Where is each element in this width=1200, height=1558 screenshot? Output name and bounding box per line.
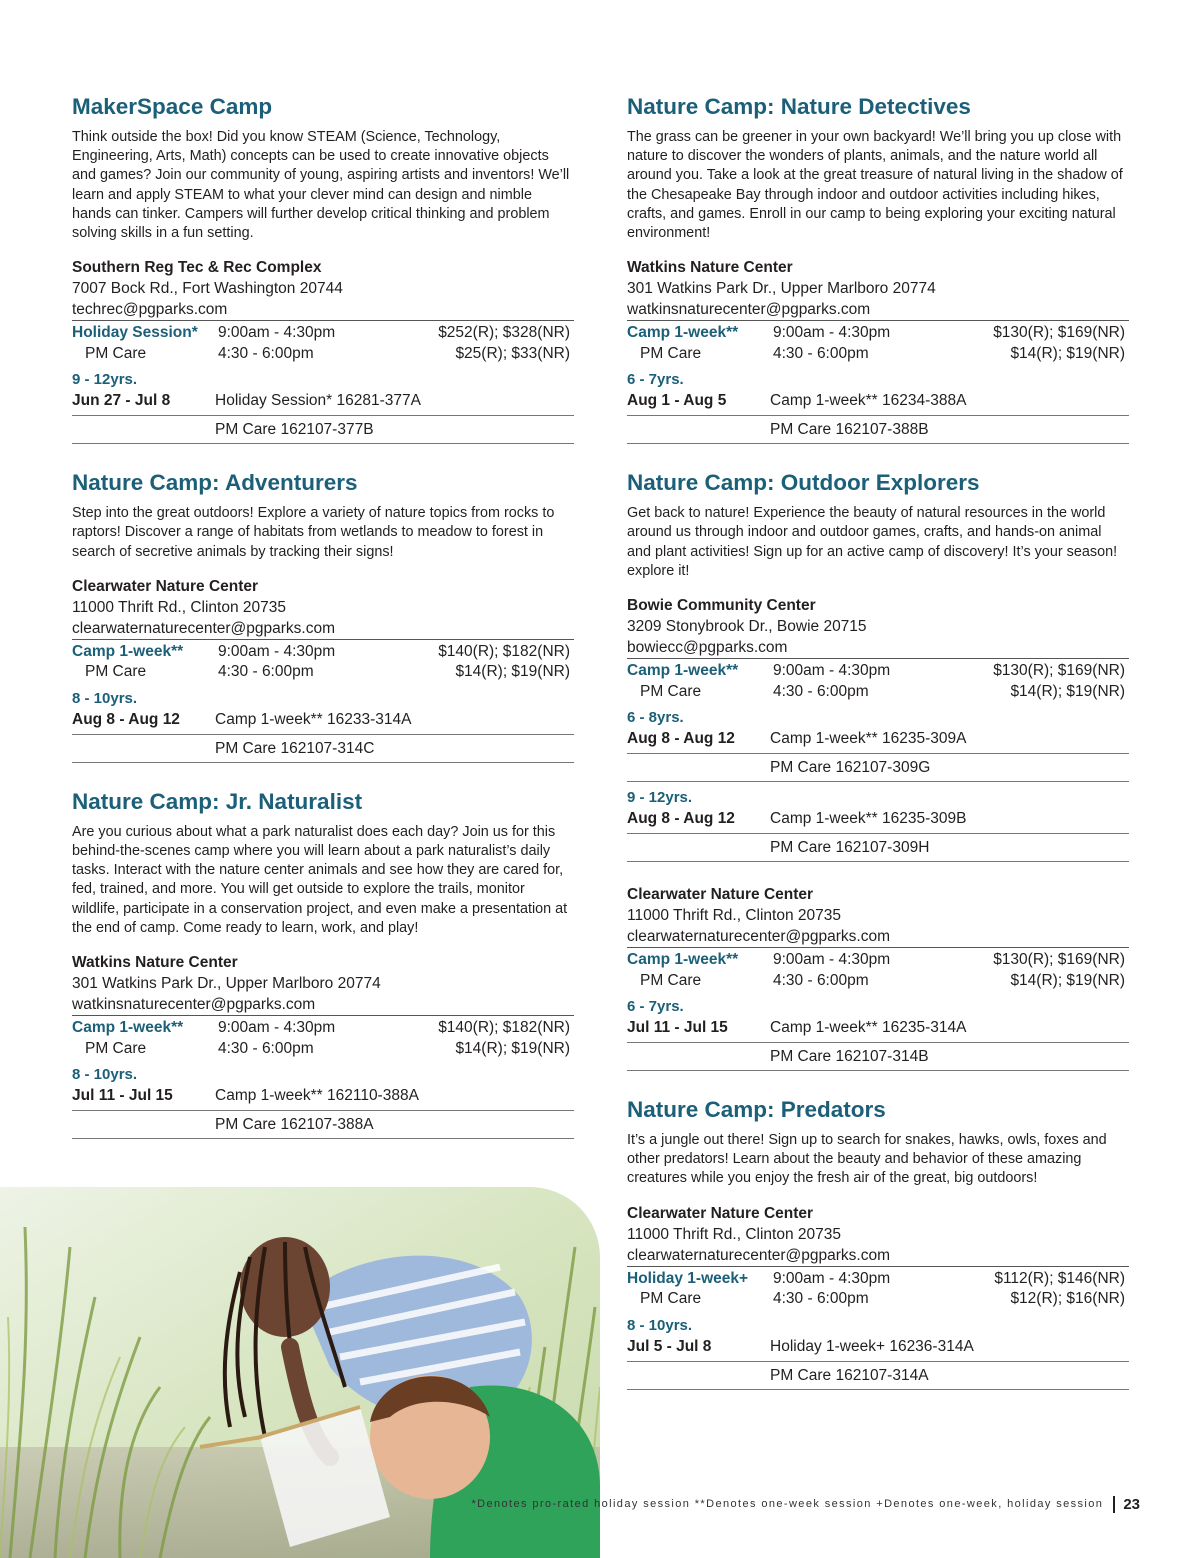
pm-care-time: 4:30 - 6:00pm xyxy=(773,682,869,700)
pm-care-time: 4:30 - 6:00pm xyxy=(773,344,869,362)
camp-title: Nature Camp: Adventurers xyxy=(72,470,358,496)
care-code: PM Care 162107-309G xyxy=(770,759,931,777)
care-spacer xyxy=(627,837,770,859)
age-range: 8 - 10yrs. xyxy=(72,1066,138,1084)
location-address: 11000 Thrift Rd., Clinton 20735 xyxy=(627,1225,841,1243)
session-code: Camp 1-week** 16235-314A xyxy=(770,1019,967,1037)
session-code: Camp 1-week** 16233-314A xyxy=(215,710,412,728)
page-footer xyxy=(440,1494,1140,1514)
location-name: Watkins Nature Center xyxy=(72,954,238,972)
session-type: Camp 1-week** xyxy=(627,324,739,342)
location-address: 301 Watkins Park Dr., Upper Marlboro 20774 xyxy=(627,280,936,298)
care-spacer xyxy=(72,738,215,760)
camp-description: It’s a jungle out there! Sign up to search for snakes, hawks, owls, foxes and other predators! Learn about the beauty and behavior of these amazing creatures while you enjoy the fresh air of the great, big outdoors! xyxy=(627,1132,1107,1187)
location-block xyxy=(72,257,574,444)
age-range: 6 - 7yrs. xyxy=(627,998,684,1016)
care-spacer xyxy=(627,1046,770,1068)
schedule-table xyxy=(627,320,1129,444)
session-code: Camp 1-week** 16235-309A xyxy=(770,730,967,748)
location-address: 7007 Bock Rd., Fort Washington 20744 xyxy=(72,280,343,298)
session-type: Holiday Session* xyxy=(72,324,198,342)
pm-care-time: 4:30 - 6:00pm xyxy=(773,1290,869,1308)
location-name: Clearwater Nature Center xyxy=(627,886,814,904)
age-range: 9 - 12yrs. xyxy=(627,789,693,807)
care-code-row xyxy=(627,754,1129,782)
session-row xyxy=(72,323,574,344)
pm-care-time: 4:30 - 6:00pm xyxy=(218,1039,314,1057)
pm-care-fee: $14(R); $19(NR) xyxy=(1010,344,1125,362)
location-address: 11000 Thrift Rd., Clinton 20735 xyxy=(627,907,841,925)
care-code-row xyxy=(72,1111,574,1139)
camp-section xyxy=(72,92,574,444)
care-spacer xyxy=(627,757,770,779)
location-email: bowiecc@pgparks.com xyxy=(627,639,788,657)
camp-description: Get back to nature! Experience the beauty of natural resources in the world around us through indoor and outdoor games, crafts, and hands-on animal and plant activities! Sign up for an active camp of discovery! It’s your season! explore it! xyxy=(627,505,1118,579)
care-code: PM Care 162107-388A xyxy=(215,1116,374,1134)
location-block xyxy=(72,952,574,1139)
session-fee: $130(R); $169(NR) xyxy=(993,324,1125,342)
session-time: 9:00am - 4:30pm xyxy=(773,951,891,969)
pm-care-row xyxy=(627,344,1129,365)
location-name: Watkins Nature Center xyxy=(627,259,793,277)
location-block xyxy=(627,884,1129,1071)
age-group xyxy=(627,369,1129,444)
session-row xyxy=(627,1269,1129,1290)
location-address: 11000 Thrift Rd., Clinton 20735 xyxy=(72,598,286,616)
location-name: Bowie Community Center xyxy=(627,597,816,615)
schedule-table xyxy=(72,320,574,444)
session-row xyxy=(627,323,1129,344)
pm-care-fee: $25(R); $33(NR) xyxy=(455,344,570,362)
pm-care-fee: $12(R); $16(NR) xyxy=(1010,1290,1125,1308)
session-time: 9:00am - 4:30pm xyxy=(218,642,336,660)
left-column xyxy=(72,92,574,1163)
pm-care-row xyxy=(627,1289,1129,1310)
location-email: clearwaternaturecenter@pgparks.com xyxy=(72,619,335,637)
location-email: watkinsnaturecenter@pgparks.com xyxy=(72,996,316,1014)
camp-section xyxy=(72,787,574,1139)
age-range: 9 - 12yrs. xyxy=(72,371,138,389)
pm-care-row xyxy=(72,344,574,365)
session-row xyxy=(72,642,574,663)
camp-title: Nature Camp: Nature Detectives xyxy=(627,94,971,119)
pm-care-time: 4:30 - 6:00pm xyxy=(218,344,314,362)
care-spacer xyxy=(627,419,770,441)
camp-title: MakerSpace Camp xyxy=(72,94,273,119)
footnote: *Denotes pro-rated holiday session **Denotes one-week session +Denotes one-week, holiday session xyxy=(471,1498,1104,1510)
camp-description: Step into the great outdoors! Explore a variety of nature topics from rocks to raptors! Discover a range of habitats from wetlands to meadow to forest in search of secretive animals by tracking their signs! xyxy=(72,505,555,560)
session-date-row xyxy=(627,390,1129,416)
location-address: 3209 Stonybrook Dr., Bowie 20715 xyxy=(627,618,867,636)
session-date-row xyxy=(627,728,1129,754)
location-name: Southern Reg Tec & Rec Complex xyxy=(72,259,322,277)
pm-care-row xyxy=(72,1039,574,1060)
age-group xyxy=(627,1315,1129,1390)
care-code: PM Care 162107-309H xyxy=(770,839,930,857)
pm-care-row xyxy=(627,971,1129,992)
care-spacer xyxy=(627,1365,770,1387)
camp-section xyxy=(627,92,1129,444)
session-type: Camp 1-week** xyxy=(72,642,184,660)
session-type: Camp 1-week** xyxy=(627,662,739,680)
session-dates: Jul 11 - Jul 15 xyxy=(627,1019,728,1037)
session-fee: $112(R); $146(NR) xyxy=(994,1269,1125,1287)
age-group xyxy=(627,996,1129,1071)
age-group xyxy=(72,688,574,763)
care-spacer xyxy=(72,1114,215,1136)
camp-title: Nature Camp: Outdoor Explorers xyxy=(627,470,980,496)
pm-care-row xyxy=(627,682,1129,703)
session-time: 9:00am - 4:30pm xyxy=(773,1269,891,1287)
schedule-table xyxy=(72,639,574,763)
pm-care-row xyxy=(72,662,574,683)
session-type: Holiday 1-week+ xyxy=(627,1269,749,1287)
pm-care-fee: $14(R); $19(NR) xyxy=(455,1039,570,1057)
session-date-row xyxy=(72,1085,574,1111)
camp-section xyxy=(72,468,574,763)
age-group xyxy=(72,1064,574,1139)
session-date-row xyxy=(627,1017,1129,1043)
session-fee: $130(R); $169(NR) xyxy=(993,951,1125,969)
session-dates: Aug 8 - Aug 12 xyxy=(627,810,735,828)
session-code: Camp 1-week** 16234-388A xyxy=(770,392,967,410)
session-dates: Aug 8 - Aug 12 xyxy=(72,710,180,728)
location-name: Clearwater Nature Center xyxy=(72,577,259,595)
page-number: 23 xyxy=(1123,1495,1140,1513)
session-dates: Jul 11 - Jul 15 xyxy=(72,1087,173,1105)
age-group xyxy=(72,369,574,444)
session-fee: $252(R); $328(NR) xyxy=(438,324,570,342)
session-dates: Jul 5 - Jul 8 xyxy=(627,1337,712,1355)
session-code: Camp 1-week** 16235-309B xyxy=(770,810,967,828)
care-code: PM Care 162107-388B xyxy=(770,421,929,439)
location-email: watkinsnaturecenter@pgparks.com xyxy=(627,301,871,319)
pm-care-fee: $14(R); $19(NR) xyxy=(1010,682,1125,700)
location-block xyxy=(627,595,1129,862)
age-range: 6 - 8yrs. xyxy=(627,709,684,727)
session-dates: Aug 8 - Aug 12 xyxy=(627,730,735,748)
pm-care-label: PM Care xyxy=(640,344,702,362)
care-spacer xyxy=(72,419,215,441)
schedule-table xyxy=(72,1015,574,1139)
pm-care-label: PM Care xyxy=(640,971,702,989)
session-date-row xyxy=(627,808,1129,834)
session-time: 9:00am - 4:30pm xyxy=(773,324,891,342)
pm-care-label: PM Care xyxy=(640,682,702,700)
pm-care-label: PM Care xyxy=(85,1039,147,1057)
location-email: clearwaternaturecenter@pgparks.com xyxy=(627,928,890,946)
session-code: Holiday Session* 16281-377A xyxy=(215,392,421,410)
camp-title: Nature Camp: Predators xyxy=(627,1097,886,1123)
location-email: clearwaternaturecenter@pgparks.com xyxy=(627,1246,890,1264)
care-code-row xyxy=(627,834,1129,862)
schedule-table xyxy=(627,1266,1129,1390)
pm-care-label: PM Care xyxy=(85,344,147,362)
session-dates: Aug 1 - Aug 5 xyxy=(627,392,727,410)
care-code: PM Care 162107-314A xyxy=(770,1366,929,1384)
care-code: PM Care 162107-314B xyxy=(770,1048,929,1066)
session-dates: Jun 27 - Jul 8 xyxy=(72,392,171,410)
camp-section xyxy=(627,468,1129,1071)
pm-care-fee: $14(R); $19(NR) xyxy=(455,663,570,681)
right-column xyxy=(627,92,1129,1414)
location-name: Clearwater Nature Center xyxy=(627,1204,814,1222)
age-group xyxy=(627,787,1129,862)
session-fee: $140(R); $182(NR) xyxy=(438,1019,570,1037)
care-code-row xyxy=(627,416,1129,444)
location-block xyxy=(627,1203,1129,1390)
session-code: Camp 1-week** 162110-388A xyxy=(215,1087,419,1105)
session-date-row xyxy=(627,1336,1129,1362)
location-address: 301 Watkins Park Dr., Upper Marlboro 20774 xyxy=(72,975,381,993)
footer-divider xyxy=(1113,1496,1115,1513)
camp-description: Think outside the box! Did you know STEAM (Science, Technology, Engineering, Arts, Math) concepts can be used to create innovative objects and games? Join our community of young, aspiring artists and inventors! We’ll learn and apply STEAM to what your clever mind can design and nimble hands can tinker. Campers will further develop critical thinking and problem solving skills in a fun setting. xyxy=(72,129,570,242)
session-row xyxy=(627,950,1129,971)
age-range: 8 - 10yrs. xyxy=(627,1316,693,1334)
age-group xyxy=(627,707,1129,782)
session-date-row xyxy=(72,709,574,735)
session-row xyxy=(72,1018,574,1039)
pm-care-label: PM Care xyxy=(85,663,147,681)
location-email: techrec@pgparks.com xyxy=(72,301,228,319)
care-code-row xyxy=(72,416,574,444)
session-code: Holiday 1-week+ 16236-314A xyxy=(770,1337,974,1355)
session-date-row xyxy=(72,390,574,416)
session-time: 9:00am - 4:30pm xyxy=(218,1019,336,1037)
care-code-row xyxy=(627,1043,1129,1071)
session-row xyxy=(627,661,1129,682)
camp-title: Nature Camp: Jr. Naturalist xyxy=(72,788,363,814)
session-fee: $130(R); $169(NR) xyxy=(993,662,1125,680)
camp-description: The grass can be greener in your own backyard! We’ll bring you up close with nature to discover the wonders of plants, animals, and the nature world all around you. Take a look at the great treasure of natural living in the shadow of the Chesapeake Bay through indoor and outdoor activities including hikes, crafts, and games. Enroll in our camp to being exploring your exciting natural environment! xyxy=(627,129,1123,242)
session-time: 9:00am - 4:30pm xyxy=(218,324,336,342)
pm-care-fee: $14(R); $19(NR) xyxy=(1010,971,1125,989)
pm-care-time: 4:30 - 6:00pm xyxy=(773,971,869,989)
age-range: 8 - 10yrs. xyxy=(72,689,138,707)
location-block xyxy=(627,257,1129,444)
care-code-row xyxy=(627,1362,1129,1390)
care-code: PM Care 162107-314C xyxy=(215,739,375,757)
pm-care-time: 4:30 - 6:00pm xyxy=(218,663,314,681)
care-code-row xyxy=(72,735,574,763)
session-type: Camp 1-week** xyxy=(627,951,739,969)
schedule-table xyxy=(627,947,1129,1071)
session-time: 9:00am - 4:30pm xyxy=(773,662,891,680)
pm-care-label: PM Care xyxy=(640,1290,702,1308)
schedule-table xyxy=(627,658,1129,862)
camp-section xyxy=(627,1095,1129,1390)
location-block xyxy=(72,576,574,763)
camp-description: Are you curious about what a park naturalist does each day? Join us for this behind-the-scenes camp where you will learn about a park naturalist’s daily tasks. Interact with the nature center animals and see how they are cared for, fed, trained, and more. You will get outside to explore the trails, monitor wildlife, participate in a conservation project, and even make a presentation at the end of camp. Come ready to learn, work, and play! xyxy=(72,823,568,936)
care-code: PM Care 162107-377B xyxy=(215,421,374,439)
session-type: Camp 1-week** xyxy=(72,1019,184,1037)
session-fee: $140(R); $182(NR) xyxy=(438,642,570,660)
age-range: 6 - 7yrs. xyxy=(627,371,684,389)
